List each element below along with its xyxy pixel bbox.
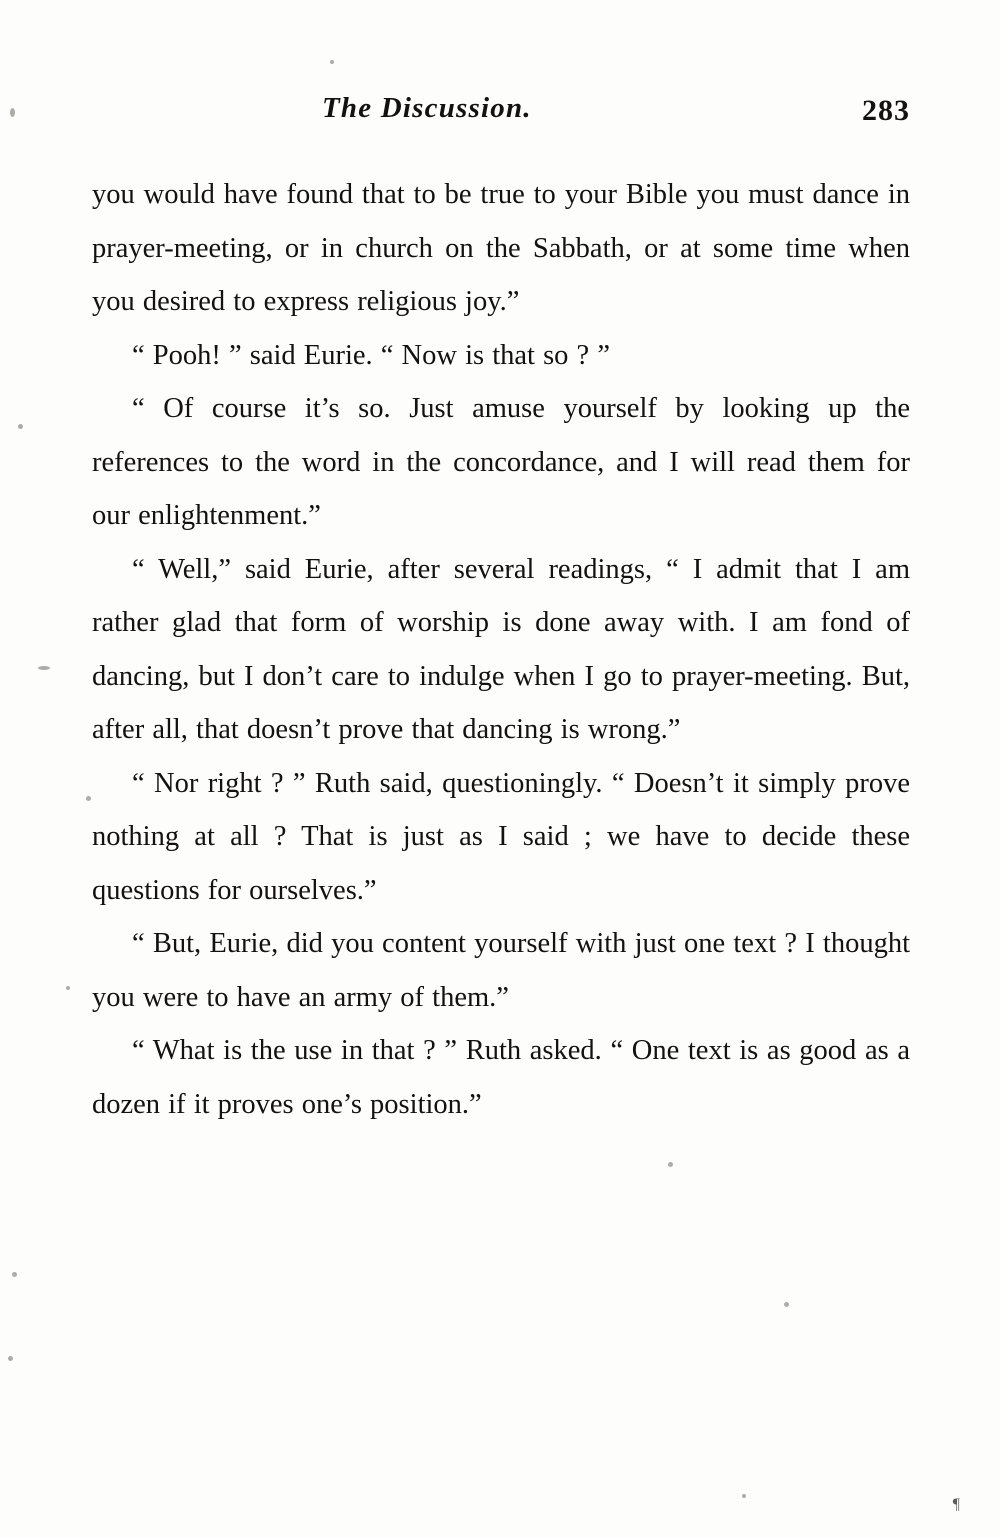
running-head [90,92,910,136]
paragraph: “ But, Eurie, did you content yourself with just one text ? I thought you were to have an army of them.” [92,928,910,1013]
page-title: The Discussion. [322,92,532,124]
paragraph: “ Well,” said Eurie, after several readings, “ I admit that I am rather glad that form of worship is done away with. I am fond of dancing, but I don’t care to indulge when I go to prayer-meeting. But, after all, that doesn’t prove that dancing is wrong.” [92,553,910,745]
body-text [92,168,910,1131]
corner-mark: ¶ [952,1496,960,1513]
page-number: 283 [862,94,910,127]
paragraph: you would have found that to be true to your Bible you must dance in prayer-meeting, or in church on the Sabbath, or at some time when you desired to express religious joy.” [92,179,910,317]
paragraph: “ Nor right ? ” Ruth said, questioningly. “ Doesn’t it simply prove nothing at all ? That is just as I said ; we have to decide these questions for ourselves.” [92,767,910,906]
paragraph: “ What is the use in that ? ” Ruth asked. “ One text is as good as a dozen if it proves one’s position.” [92,1035,910,1120]
paragraph: “ Of course it’s so. Just amuse yourself by looking up the references to the word in the concordance, and I will read them for our enlightenment.” [92,393,910,531]
paragraph: “ Pooh! ” said Eurie. “ Now is that so ? ” [132,339,610,371]
